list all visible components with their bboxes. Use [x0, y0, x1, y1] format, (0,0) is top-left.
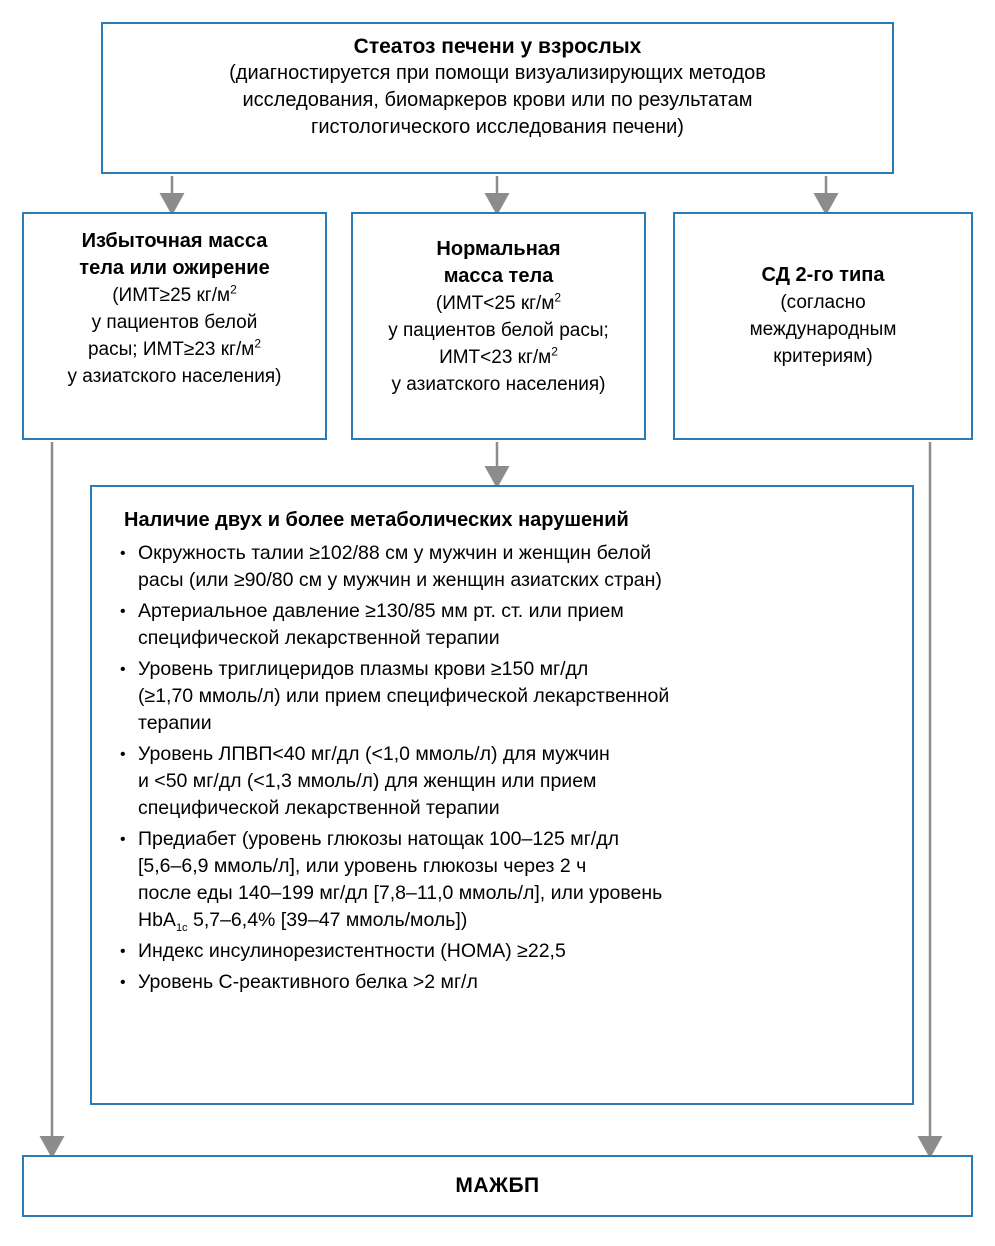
- box-normal-weight: [351, 212, 646, 440]
- box-line-2: у пациентов белой расы;: [388, 320, 609, 341]
- criteria-list: [116, 540, 894, 996]
- box-line-1-text: (ИМТ<25 кг/м: [435, 293, 555, 314]
- criteria-item-line: после еды 140–199 мг/дл [7,8–11,0 ммоль/л], или уровень: [138, 882, 663, 904]
- box-title: Стеатоз печени у взрослых: [353, 35, 642, 58]
- criteria-item-line: специфической лекарственной терапии: [138, 797, 500, 819]
- criteria-item-line: расы (или ≥90/80 см у мужчин и женщин азиатских стран): [138, 569, 662, 591]
- criteria-item-line: • Индекс инсулинорезистентности (HOMA) ≥22,5: [138, 940, 566, 962]
- result-label: МАЖБП: [455, 1174, 540, 1197]
- box-overweight-obesity: [22, 212, 327, 440]
- criteria-item: [116, 969, 894, 996]
- box-line-3: [353, 344, 644, 371]
- criteria-item-line: [5,6–6,9 ммоль/л], или уровень глюкозы через 2 ч: [138, 855, 587, 877]
- box-mafld-result: [22, 1155, 973, 1217]
- box-line-3: критериям): [773, 346, 873, 367]
- box-subtitle-line-1: (диагностируется при помощи визуализирующих методов: [229, 62, 766, 84]
- superscript-2: 2: [551, 344, 558, 359]
- box-type-2-diabetes: [673, 212, 973, 440]
- box-title-line-2: тела или ожирение: [79, 257, 270, 279]
- box-title-line-1: Нормальная: [436, 238, 561, 260]
- box-subtitle-line-2: исследования, биомаркеров крови или по результатам: [242, 89, 753, 111]
- criteria-item-line: • Уровень ЛПВП<40 мг/дл (<1,0 ммоль/л) для мужчин: [138, 743, 610, 765]
- box-hepatic-steatosis: [101, 22, 894, 174]
- criteria-item: [116, 598, 894, 652]
- criteria-item-line: • Предиабет (уровень глюкозы натощак 100–125 мг/дл: [138, 828, 619, 850]
- criteria-title: Наличие двух и более метаболических нарушений: [124, 509, 629, 531]
- box-line-4: у азиатского населения): [67, 366, 282, 387]
- criteria-item: [116, 938, 894, 965]
- criteria-item-line: и <50 мг/дл (<1,3 ммоль/л) для женщин или прием: [138, 770, 597, 792]
- criteria-item-line: • Уровень триглицеридов плазмы крови ≥150 мг/дл: [138, 658, 589, 680]
- box-line-1: [353, 290, 644, 317]
- box-subtitle-line-3: гистологического исследования печени): [311, 116, 684, 138]
- subscript-text: 1c: [175, 921, 188, 934]
- superscript-2: 2: [230, 282, 237, 297]
- box-metabolic-criteria: [90, 485, 914, 1105]
- criteria-item: [116, 656, 894, 737]
- box-line-1-text: (ИМТ≥25 кг/м: [112, 285, 231, 306]
- box-title: СД 2-го типа: [761, 264, 885, 286]
- criteria-item-line: • Окружность талии ≥102/88 см у мужчин и женщин белой: [138, 542, 652, 564]
- box-title-line-1: Избыточная масса: [81, 230, 268, 252]
- box-line-2: у пациентов белой: [91, 312, 258, 333]
- criteria-item: [116, 540, 894, 594]
- criteria-item-line: (≥1,70 ммоль/л) или прием специфической лекарственной: [138, 685, 670, 707]
- criteria-item-line: специфической лекарственной терапии: [138, 627, 500, 649]
- criteria-item: [116, 826, 894, 934]
- box-line-3-text: ИМТ<23 кг/м: [439, 347, 552, 368]
- criteria-item-line: терапии: [138, 712, 212, 734]
- box-line-3-text: расы; ИМТ≥23 кг/м: [87, 339, 255, 360]
- superscript-2: 2: [554, 290, 562, 305]
- criteria-item: [116, 741, 894, 822]
- criteria-item-line: • Уровень С-реактивного белка >2 мг/л: [138, 971, 478, 993]
- box-line-2: международным: [749, 319, 897, 340]
- criteria-item-line: • Артериальное давление ≥130/85 мм рт. ст. или прием: [138, 600, 624, 622]
- box-line-1: [24, 282, 325, 309]
- box-line-3: [24, 336, 325, 363]
- criteria-item-line: HbA$_{1c}$ 5,7–6,4% [39–47 ммоль/моль]): [138, 909, 468, 934]
- box-line-4: у азиатского населения): [391, 374, 606, 395]
- box-line-1: (согласно: [780, 292, 866, 313]
- box-title-line-2: масса тела: [443, 265, 554, 287]
- superscript-2: 2: [254, 336, 262, 351]
